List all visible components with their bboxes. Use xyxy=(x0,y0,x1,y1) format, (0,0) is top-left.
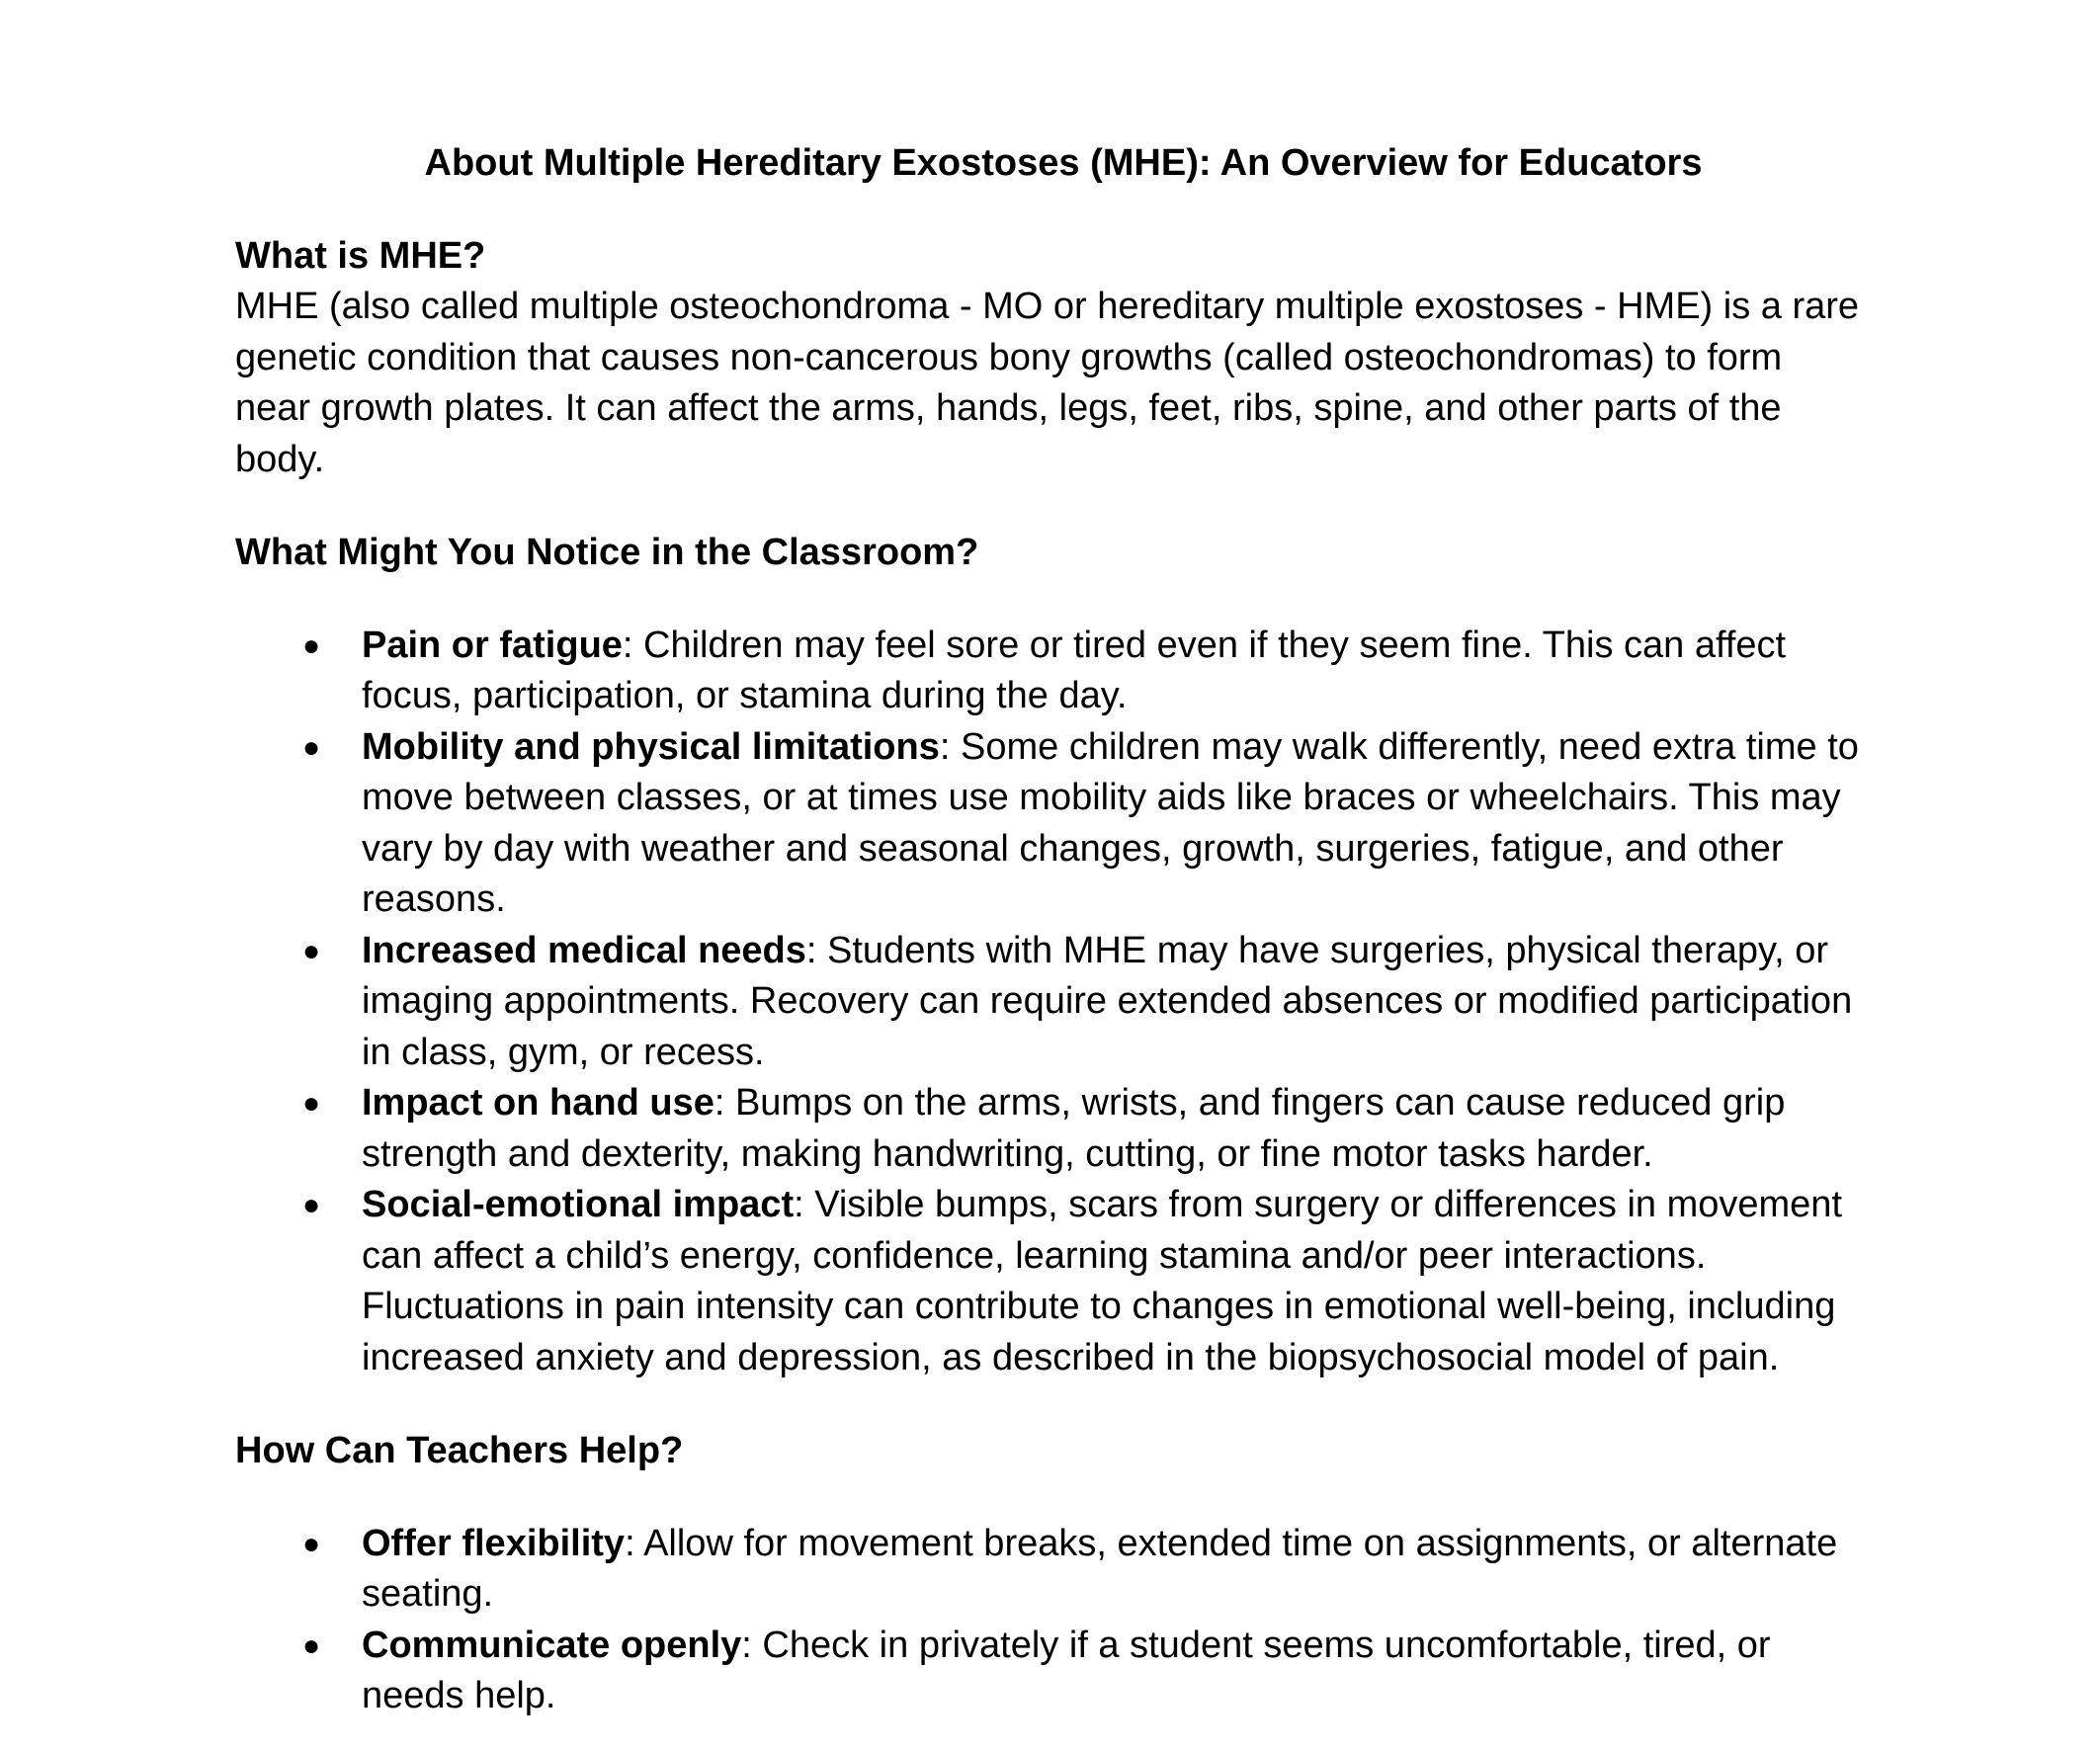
list-item-text: : Bumps on the arms, wrists, and fingers can cause reduced grip strength and dexterity, making handwriting, cutting, or fine motor tasks harder. xyxy=(362,1082,1786,1175)
bullet-icon: ● xyxy=(302,1527,321,1560)
section-heading-classroom-notice: What Might You Notice in the Classroom? xyxy=(235,532,979,573)
bullet-icon: ● xyxy=(302,1087,321,1120)
document-title: About Multiple Hereditary Exostoses (MHE): An Overview for Educators xyxy=(424,142,1703,184)
list-item-term: Pain or fatigue xyxy=(362,624,623,666)
list-item-term: Impact on hand use xyxy=(362,1082,714,1124)
list-item-term: Social-emotional impact xyxy=(362,1184,795,1225)
teachers-help-list xyxy=(235,1519,1866,1722)
bullet-icon: ● xyxy=(302,628,321,662)
document-content xyxy=(235,138,1866,1722)
list-item xyxy=(235,1180,1866,1383)
list-item-text: : Children may feel sore or tired even if they seem fine. This can affect focus, participation, or stamina during the day. xyxy=(362,624,1787,716)
list-item xyxy=(235,1621,1866,1722)
list-item-term: Communicate openly xyxy=(362,1624,742,1666)
bullet-icon: ● xyxy=(302,934,321,967)
list-item xyxy=(235,926,1866,1079)
list-item-term: Mobility and physical limitations xyxy=(362,725,940,768)
list-item-text: : Some children may walk differently, need extra time to move between classes, or at times use mobility aids like braces or wheelchairs. This may vary by day with weather and seasonal changes, growth, surgeries, fatigue, and other reasons. xyxy=(362,725,1859,920)
list-item xyxy=(235,621,1866,722)
bullet-icon: ● xyxy=(302,730,321,764)
section-heading-what-is-mhe: What is MHE? xyxy=(235,234,486,277)
section-heading-teachers-help: How Can Teachers Help? xyxy=(235,1430,684,1471)
list-item xyxy=(235,722,1866,926)
list-item-term: Increased medical needs xyxy=(362,929,806,971)
list-item-text: : Students with MHE may have surgeries, physical therapy, or imaging appointments. Recovery can require extended absences or modified participation in class, gym, or recess. xyxy=(362,929,1853,1073)
what-is-mhe-paragraph: MHE (also called multiple osteochondroma - MO or hereditary multiple exostoses - HME) is a rare genetic condition that causes non-cancerous bony growths (called osteochondromas) to form near growth plates. It can affect the arms, hands, legs, feet, ribs, spine, and other parts of the body. xyxy=(235,286,1860,480)
list-item-text: : Check in privately if a student seems uncomfortable, tired, or needs help. xyxy=(362,1624,1771,1716)
bullet-icon: ● xyxy=(302,1628,321,1662)
classroom-notice-list xyxy=(235,621,1866,1384)
bullet-icon: ● xyxy=(302,1189,321,1221)
list-item xyxy=(235,1078,1866,1180)
list-item-text: : Visible bumps, scars from surgery or differences in movement can affect a child’s energy, confidence, learning stamina and/or peer interactions. Fluctuations in pain intensity can contribute to changes in emotional well-being, including increased anxiety and depression, as described in the biopsychosocial model of pain. xyxy=(362,1184,1842,1378)
list-item-text: : Allow for movement breaks, extended time on assignments, or alternate seating. xyxy=(362,1522,1838,1615)
list-item xyxy=(235,1519,1866,1621)
list-item-term: Offer flexibility xyxy=(362,1522,626,1564)
